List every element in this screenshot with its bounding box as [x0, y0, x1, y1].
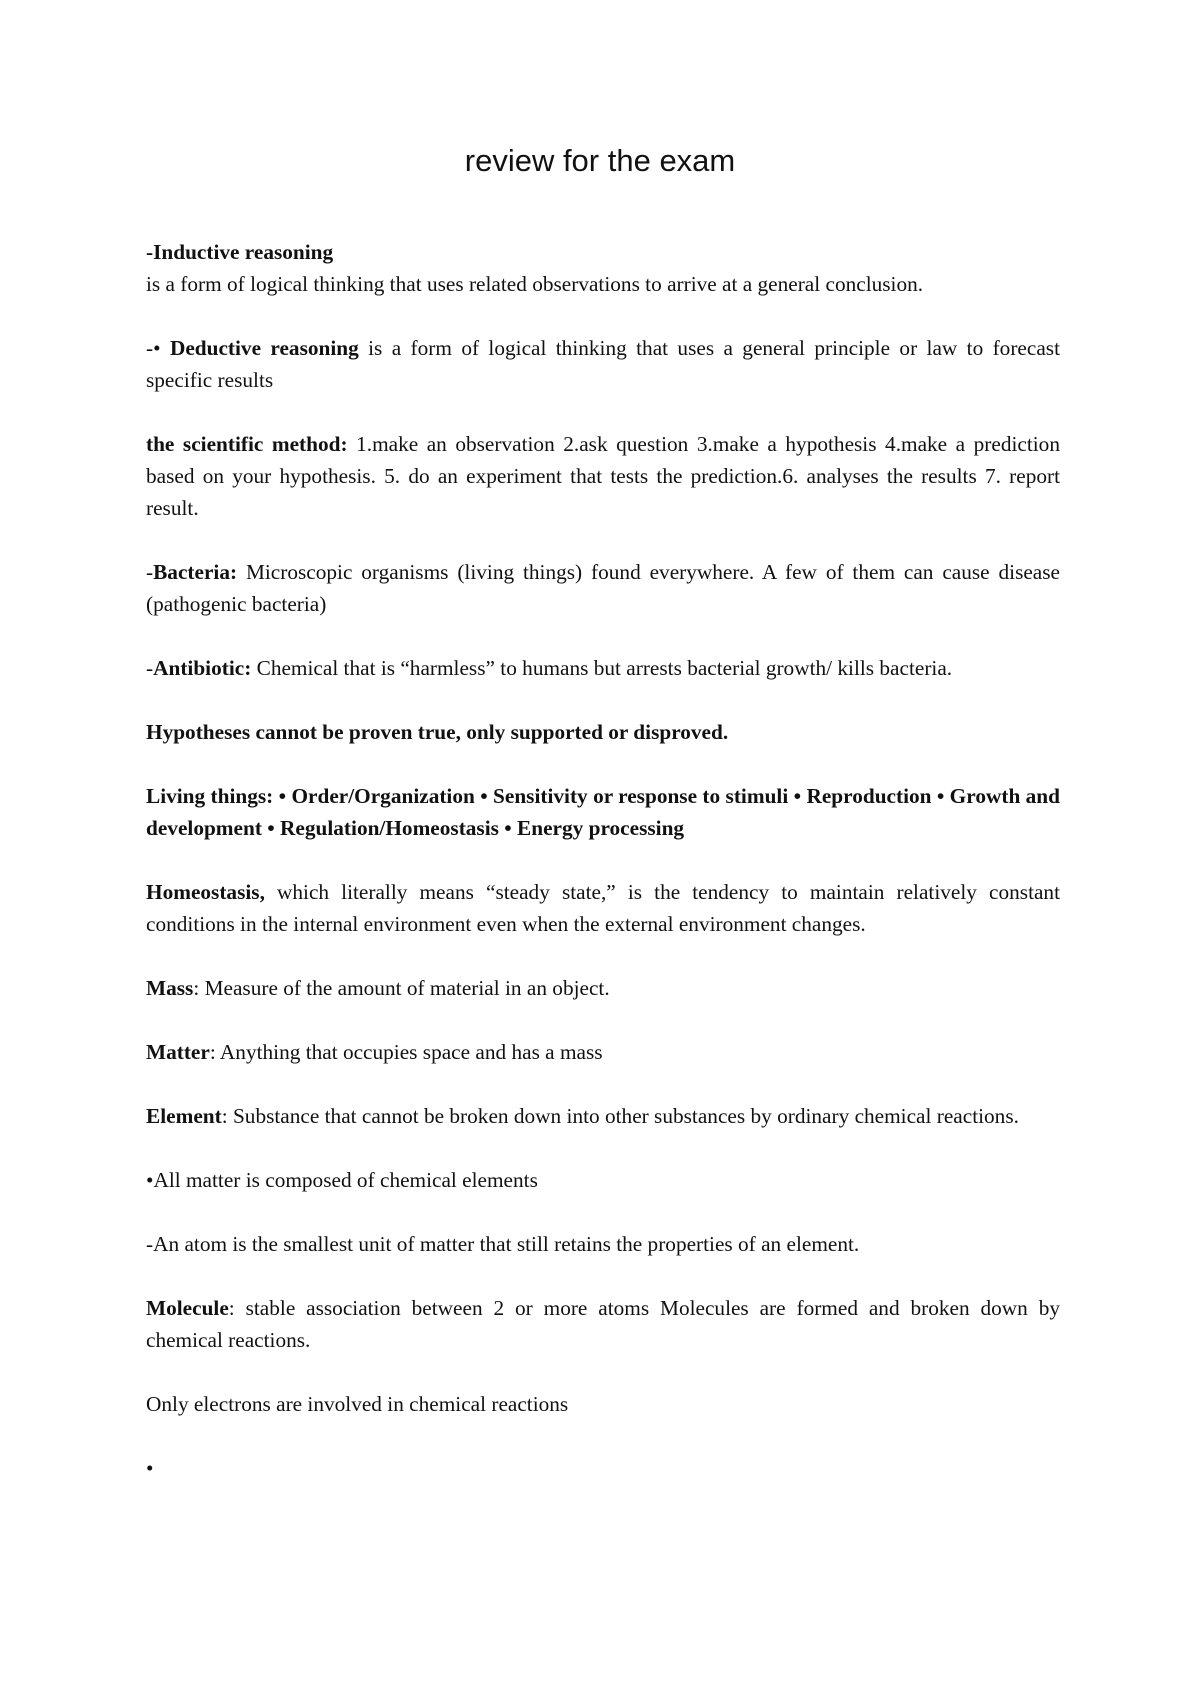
- inductive-reasoning-term: -Inductive reasoning: [146, 240, 334, 264]
- deductive-reasoning-definition: is a form of logical thinking that uses a general principle or law to forecast specific results: [146, 336, 1060, 392]
- scientific-method-paragraph: [146, 428, 1060, 524]
- document-body: [146, 236, 1060, 1516]
- antibiotic-term: Antibiotic:: [153, 656, 252, 680]
- bacteria-paragraph: [146, 556, 1060, 620]
- mass-term: Mass: [146, 976, 194, 1000]
- bacteria-text: Microscopic organisms (living things) found everywhere. A few of them can cause disease (pathogenic bacteria): [146, 560, 1060, 616]
- antibiotic-paragraph: [146, 652, 1060, 684]
- bacteria-prefix: -: [146, 560, 154, 584]
- atom-paragraph: -An atom is the smallest unit of matter that still retains the properties of an element.: [146, 1232, 860, 1256]
- mass-text: : Measure of the amount of material in an object.: [193, 976, 610, 1000]
- hypotheses-paragraph: [146, 716, 1060, 748]
- deductive-reasoning-paragraph: [146, 332, 1060, 396]
- element-text: : Substance that cannot be broken down into other substances by ordinary chemical reactions.: [221, 1104, 1019, 1128]
- homeostasis-term: Homeostasis,: [146, 880, 265, 904]
- homeostasis-text: which literally means “steady state,” is the tendency to maintain relatively constant conditions in the internal environment even when the external environment changes.: [146, 880, 1060, 936]
- document-title: review for the exam: [464, 143, 736, 178]
- matter-text: : Anything that occupies space and has a mass: [209, 1040, 603, 1064]
- mass-paragraph: [146, 972, 1060, 1004]
- element-term: Element: [146, 1104, 222, 1128]
- hypotheses-statement: Hypotheses cannot be proven true, only supported or disproved.: [146, 720, 729, 744]
- living-things-paragraph: [146, 780, 1060, 844]
- antibiotic-text: Chemical that is “harmless” to humans but arrests bacterial growth/ kills bacteria.: [256, 656, 953, 680]
- inductive-reasoning-paragraph: [146, 236, 1060, 300]
- matter-term: Matter: [146, 1040, 210, 1064]
- trailing-bullet: •: [146, 1456, 154, 1480]
- all-matter-paragraph: •All matter is composed of chemical elements: [146, 1168, 538, 1192]
- molecule-text: : stable association between 2 or more atoms Molecules are formed and broken down by chemical reactions.: [146, 1296, 1060, 1352]
- living-things-list: Living things: • Order/Organization • Sensitivity or response to stimuli • Reproduction • Growth and development • Regulation/Homeostasis • Energy processing: [146, 784, 1060, 840]
- electrons-paragraph: Only electrons are involved in chemical reactions: [146, 1392, 569, 1416]
- inductive-reasoning-definition: is a form of logical thinking that uses related observations to arrive at a general conclusion.: [146, 272, 924, 296]
- element-paragraph: [146, 1100, 1060, 1132]
- scientific-method-text: 1.make an observation 2.ask question 3.make a hypothesis 4.make a prediction based on your hypothesis. 5. do an experiment that tests the prediction.6. analyses the results 7. report result.: [146, 432, 1060, 520]
- bacteria-term: Bacteria:: [153, 560, 238, 584]
- antibiotic-prefix: -: [146, 656, 154, 680]
- matter-paragraph: [146, 1036, 1060, 1068]
- homeostasis-paragraph: [146, 876, 1060, 940]
- molecule-paragraph: [146, 1292, 1060, 1356]
- molecule-term: Molecule: [146, 1296, 229, 1320]
- scientific-method-term: the scientific method:: [146, 432, 348, 456]
- deductive-reasoning-prefix: -•: [146, 336, 161, 360]
- deductive-reasoning-term: Deductive reasoning: [169, 336, 359, 360]
